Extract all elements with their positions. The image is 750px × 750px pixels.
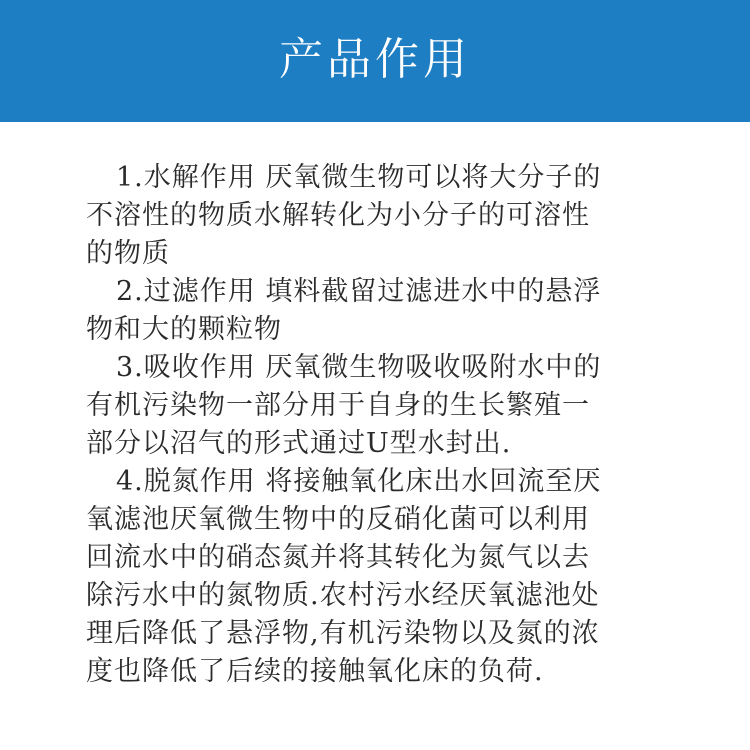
item-2-line-1: 2.过滤作用 填料截留过滤进水中的悬浮 (116, 276, 602, 307)
item-4-line-3: 回流水中的硝态氮并将其转化为氮气以去 (86, 542, 590, 573)
item-4-line-5: 理后降低了悬浮物,有机污染物以及氮的浓 (86, 618, 600, 649)
item-1-line-2: 不溶性的物质水解转化为小分子的可溶性 (86, 200, 590, 231)
item-4-line-1: 4.脱氮作用 将接触氧化床出水回流至厌 (116, 466, 602, 497)
header-banner (0, 0, 750, 122)
item-3-line-3: 部分以沼气的形式通过U型水封出. (86, 428, 512, 459)
item-4-line-6: 度也降低了后续的接触氧化床的负荷. (86, 656, 544, 687)
item-4-line-4: 除污水中的氮物质.农村污水经厌氧滤池处 (86, 580, 600, 611)
item-1-line-1: 1.水解作用 厌氧微生物可以将大分子的 (116, 162, 602, 193)
item-4-line-2: 氧滤池厌氧微生物中的反硝化菌可以利用 (86, 504, 590, 535)
item-2-line-2: 物和大的颗粒物 (86, 314, 282, 345)
item-1-line-3: 的物质 (86, 238, 170, 269)
product-function-text (86, 159, 656, 691)
page-title: 产品作用 (279, 34, 471, 85)
item-3-line-2: 有机污染物一部分用于自身的生长繁殖一 (86, 390, 590, 421)
item-3-line-1: 3.吸收作用 厌氧微生物吸收吸附水中的 (116, 352, 602, 383)
